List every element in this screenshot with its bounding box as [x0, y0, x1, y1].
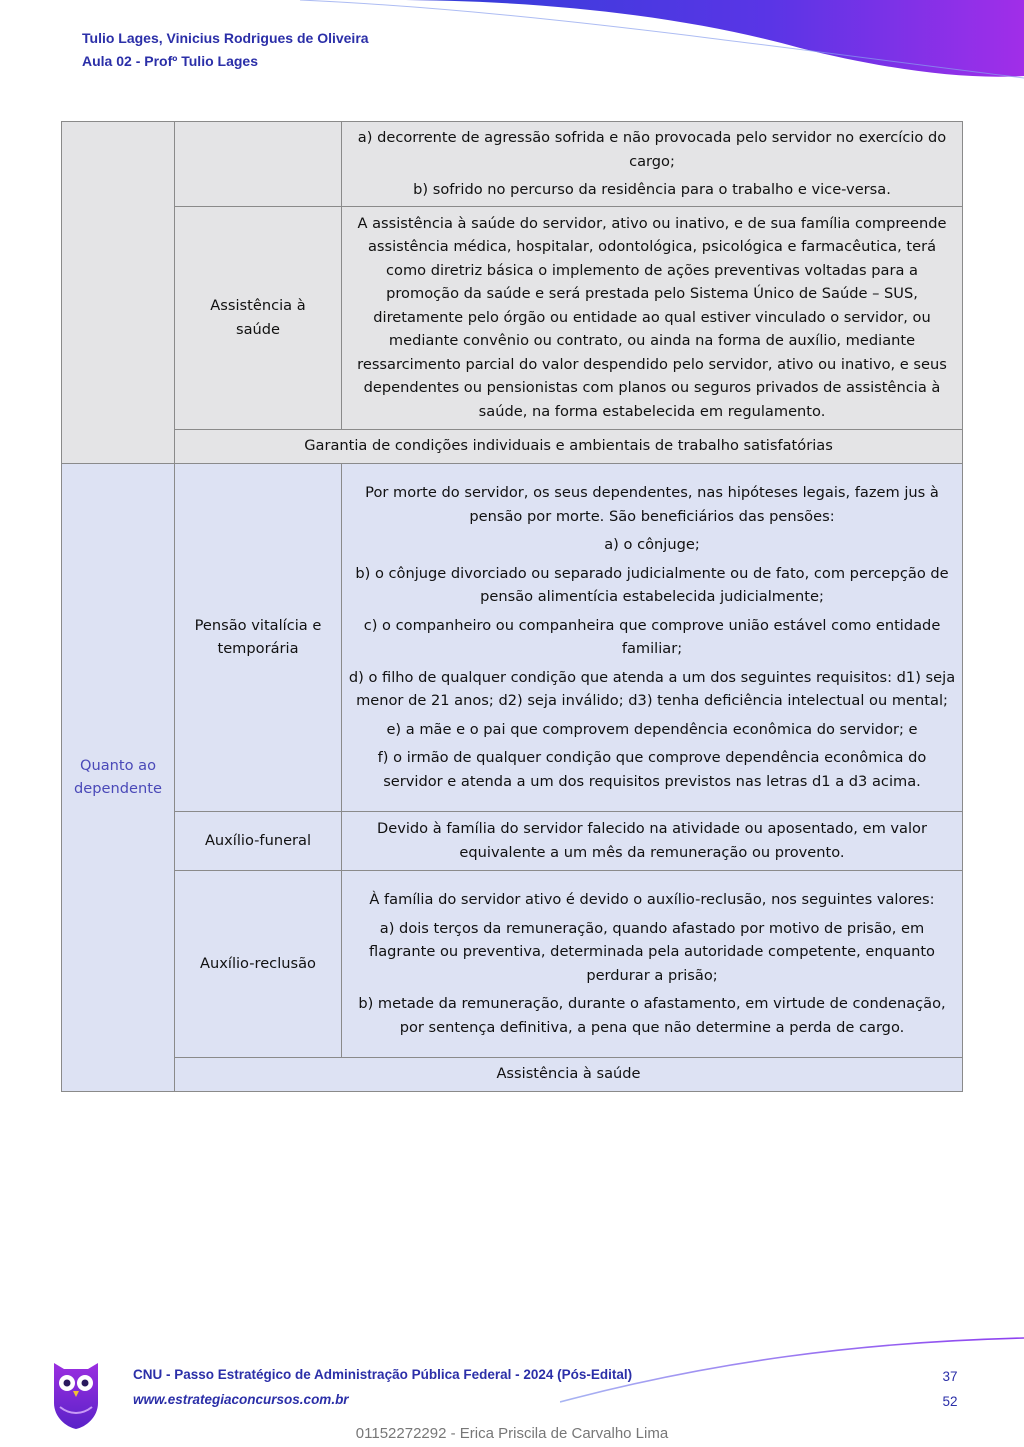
list-item: a) decorrente de agressão sofrida e não provocada pelo servidor no exercício do cargo; — [357, 129, 947, 170]
section-heading: Assistência à saúde — [175, 1057, 963, 1091]
table-row-acidente — [62, 122, 963, 207]
list-item: c) o companheiro ou companheira que comprove união estável como entidade familiar; — [363, 616, 941, 657]
label-cell-empty — [175, 122, 342, 207]
content-table — [61, 121, 963, 1092]
list-item: a) dois terços da remuneração, quando afastado por motivo de prisão, em flagrante ou preventiva, determinada pela autoridade competente, enquanto perdurar a prisão; — [369, 919, 935, 984]
group-cell-dependente: Quanto ao dependente — [62, 463, 175, 1091]
list-item: f) o irmão de qualquer condição que comprove dependência econômica do servidor e atenda a um dos requisitos previstos nas letras d1 a d3 acima. — [377, 749, 927, 790]
group-cell-servidor — [62, 122, 175, 464]
row-label: Pensão vitalícia e temporária — [175, 463, 342, 811]
list-item: Por morte do servidor, os seus dependentes, nas hipóteses legais, fazem jus à pensão por morte. São beneficiários das pensões: — [365, 484, 939, 525]
row-label: Auxílio-reclusão — [175, 870, 342, 1057]
content-cell-pensao — [342, 463, 963, 811]
list-item: e) a mãe e o pai que comprovem dependência econômica do servidor; e — [386, 720, 918, 738]
list-item: b) o cônjuge divorciado ou separado judicialmente ou de fato, com percepção de pensão alimentícia estabelecida judicialmente; — [355, 564, 949, 605]
table-row-assistencia-dependente — [62, 1057, 963, 1091]
list-item: À família do servidor ativo é devido o auxílio-reclusão, nos seguintes valores: — [369, 891, 935, 908]
content-cell-funeral — [342, 811, 963, 870]
section-heading: Garantia de condições individuais e ambientais de trabalho satisfatórias — [175, 429, 963, 463]
page-current: 37 — [942, 1369, 958, 1384]
content-cell-assistencia — [342, 206, 963, 429]
footer-course-title: CNU - Passo Estratégico de Administração Pública Federal - 2024 (Pós-Edital) — [133, 1367, 633, 1382]
table-row-funeral — [62, 811, 963, 870]
paragraph: Devido à família do servidor falecido na atividade ou aposentado, em valor equivalente a um mês da remuneração ou provento. — [377, 820, 927, 861]
table-row-reclusao — [62, 870, 963, 1057]
table-row-pensao — [62, 463, 963, 811]
table-row-garantia — [62, 429, 963, 463]
list-item: d) o filho de qualquer condição que atenda a um dos seguintes requisitos: d1) seja menor de 21 anos; d2) seja inválido; d3) tenha deficiência intelectual ou mental; — [348, 668, 956, 709]
paragraph: A assistência à saúde do servidor, ativo ou inativo, e de sua família compreende assistência médica, hospitalar, odontológica, psicológica e farmacêutica, terá como diretriz básica o implemento de ações preventivas voltadas para a promoção da saúde e será prestada pelo Sistema Único de Saúde – SUS, diretamente pelo órgão ou entidade ao qual estiver vinculado o servidor, ou mediante convênio ou contrato, ou ainda na forma de auxílio, mediante ressarcimento parcial do valor despendido pelo servidor, ativo ou inativo, e seus dependentes ou pensionistas com planos ou seguros privados de assistência à saúde, na forma estabelecida em regulamento. — [357, 214, 947, 420]
row-label: Assistência à saúde — [175, 206, 342, 429]
list-item: a) o cônjuge; — [604, 536, 700, 553]
header-authors — [82, 27, 369, 73]
table-row-assistencia — [62, 206, 963, 429]
list-item: b) sofrido no percurso da residência para o trabalho e vice-versa. — [413, 181, 891, 198]
content-cell-acidente — [342, 122, 963, 207]
authors-line: Tulio Lages, Vinicius Rodrigues de Oliveira — [82, 30, 369, 46]
footer-url-link[interactable]: www.estrategiaconcursos.com.br — [133, 1392, 349, 1407]
page-number — [930, 1364, 970, 1414]
lesson-line: Aula 02 - Profº Tulio Lages — [82, 53, 258, 69]
watermark-text: 01152272292 - Erica Priscila de Carvalho Lima — [355, 1425, 669, 1442]
owl-logo-icon — [50, 1353, 102, 1429]
content-cell-reclusao — [342, 870, 963, 1057]
row-label: Auxílio-funeral — [175, 811, 342, 870]
page-total: 52 — [942, 1394, 958, 1409]
list-item: b) metade da remuneração, durante o afastamento, em virtude de condenação, por sentença definitiva, a pena que não determine a perda de cargo. — [358, 995, 946, 1036]
